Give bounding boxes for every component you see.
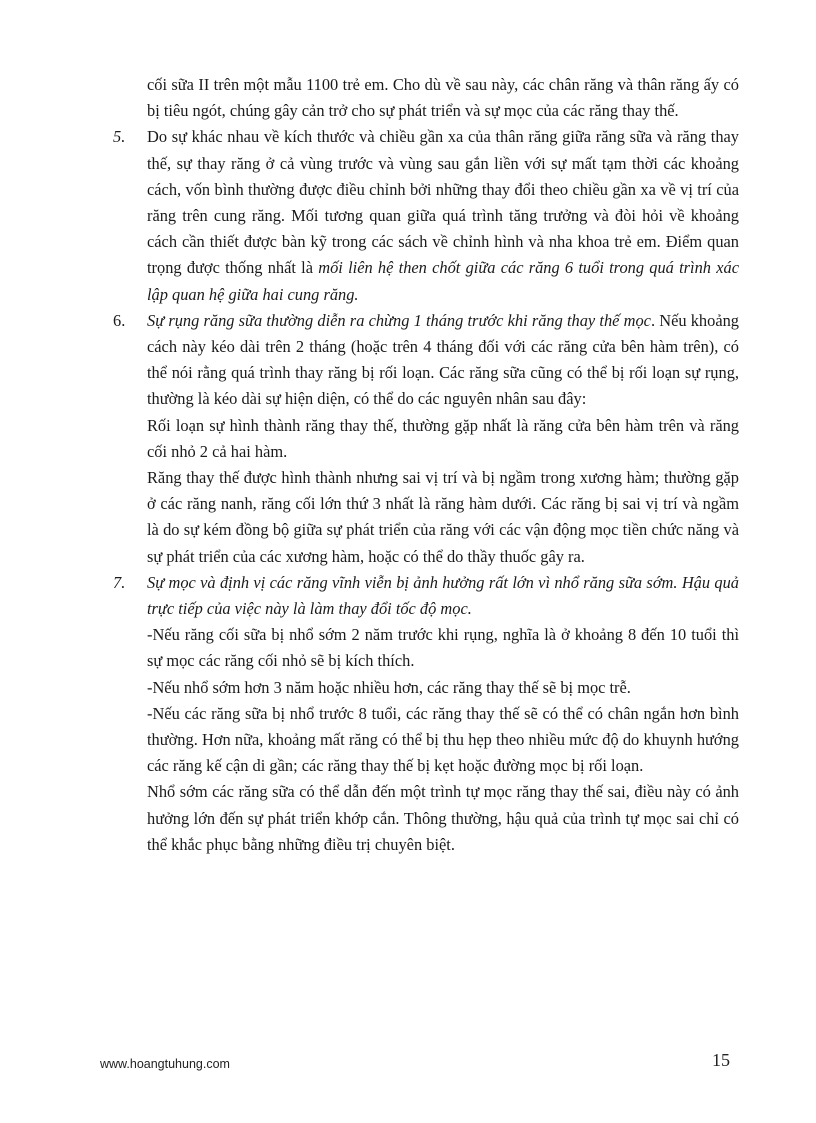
item7-bullet-1: -Nếu răng cối sữa bị nhổ sớm 2 năm trước khi rụng, nghĩa là ở khoảng 8 đến 10 tuổi thì sự mọc các răng cối nhỏ sẽ bị kích thích. [147,625,739,671]
item6-lead: Sự rụng răng sữa thường diễn ra chừng 1 tháng trước khi răng thay thế mọc [147,310,651,330]
intro-continuation [113,72,739,124]
footer-website-link[interactable]: www.hoangtuhung.com [100,1057,230,1071]
item7-lead: Sự mọc và định vị các răng vĩnh viễn bị ảnh hưởng rất lớn vì nhổ răng sữa sớm. Hậu quả trực tiếp của việc này là làm thay đổi tốc độ mọc. [147,572,739,619]
intro-paragraph: cối sữa II trên một mẫu 1100 trẻ em. Cho dù về sau này, các chân răng và thân răng ấy có bị tiêu ngót, chúng gây cản trở cho sự phát triển và sự mọc của các răng thay thế. [147,75,739,121]
item6-paragraph-3: Răng thay thế được hình thành nhưng sai vị trí và bị ngầm trong xương hàm; thường gặp ở các răng nanh, răng cối lớn thứ 3 nhất là răng hàm dưới. Các răng bị sai vị trí và ngầm là do sự kém đồng bộ giữa sự phát triển của răng với các vận động mọc tiền chức năng và sự phát triển của các xương hàm, hoặc có thể do thầy thuốc gây ra. [147,468,739,566]
item6-paragraph [147,308,739,413]
list-item-7 [113,570,739,858]
list-number-6: 6. [113,310,126,330]
page-number: 15 [712,1050,730,1070]
item7-bullet-3: -Nếu các răng sữa bị nhổ trước 8 tuổi, các răng thay thế sẽ có thể có chân ngắn hơn bình thường. Hơn nữa, khoảng mất răng có thể bị thu hẹp theo nhiều mức độ do khuynh hướng các răng kế cận di gần; các răng thay thế bị kẹt hoặc đường mọc bị rối loạn. [147,703,739,776]
list-number-7: 7. [113,572,126,592]
item5-text: Do sự khác nhau về kích thước và chiều gần xa của thân răng giữa răng sữa và răng thay thế, sự thay răng ở cả vùng trước và vùng sau gắn liền với sự mất tạm thời các khoảng cách, vốn bình thường được điều chỉnh bởi những thay đổi theo chiều gần xa về vị trí của răng trên cung răng. Mối tương quan giữa quá trình tăng trưởng và đòi hỏi về khoảng cách cần thiết được bàn kỹ trong các sách về chỉnh hình và nha khoa trẻ em. Điểm quan trọng được thống nhất là [147,127,739,278]
item6-paragraph-2: Rối loạn sự hình thành răng thay thế, thường gặp nhất là răng cửa bên hàm trên và răng cối nhỏ 2 cả hai hàm. [147,415,739,461]
item5-paragraph [147,124,739,307]
item6-text: . Nếu khoảng cách này kéo dài trên 2 tháng (hoặc trên 4 tháng đối với các răng cửa bên hàm trên), có thể nói rằng quá trình thay răng bị rối loạn. Các răng sữa cũng có thể bị rối loạn sự rụng, thường là kéo dài sự hiện diện, có thể do các nguyên nhân sau đây: [147,310,739,409]
list-number-5: 5. [113,127,126,147]
list-item-6 [113,308,739,570]
item5-emphasis: mối liên hệ then chốt giữa các răng 6 tuổi trong quá trình xác lập quan hệ giữa hai cung răng. [147,258,739,304]
item7-final-paragraph: Nhổ sớm các răng sữa có thể dẫn đến một trình tự mọc răng thay thế sai, điều này có ảnh hưởng lớn đến sự phát triển khớp cắn. Thông thường, hậu quả của trình tự mọc sai chỉ có thể khắc phục bằng những điều trị chuyên biệt. [147,782,739,854]
list-item-5 [113,124,739,307]
body-text [113,72,739,858]
item7-bullet-2: -Nếu nhổ sớm hơn 3 năm hoặc nhiều hơn, các răng thay thế sẽ bị mọc trễ. [147,677,631,697]
